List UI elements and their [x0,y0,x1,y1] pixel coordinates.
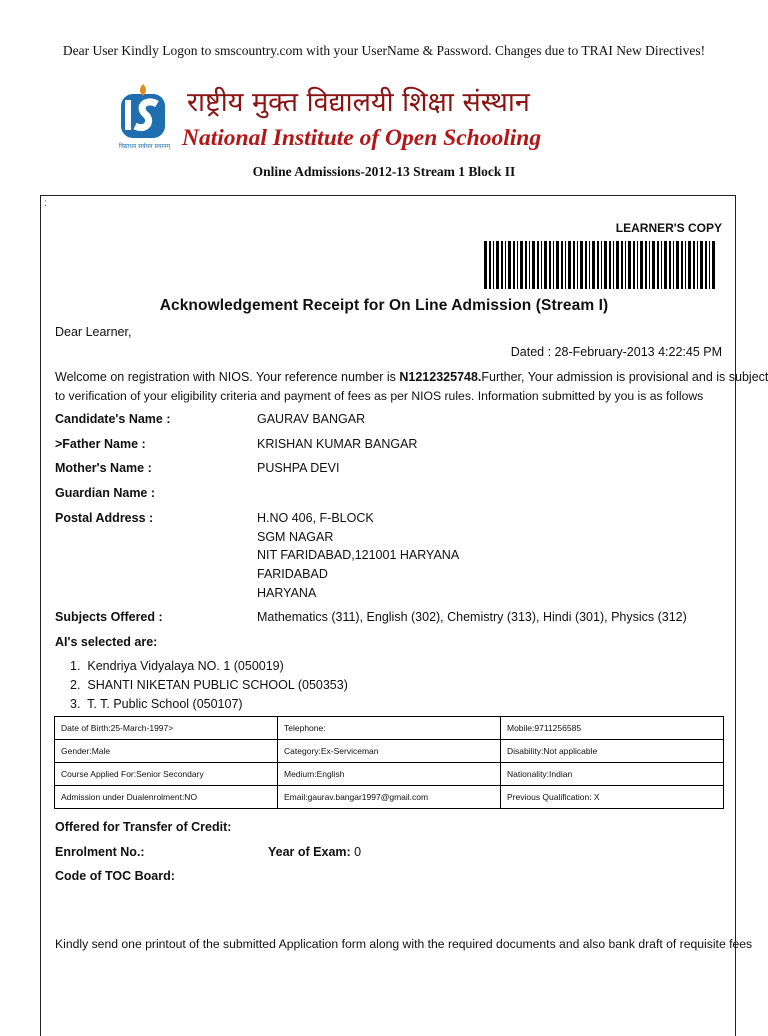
transfer-label: Offered for Transfer of Credit: [55,820,232,834]
table-cell: Telephone: [278,717,501,740]
ack-title: Acknowledgement Receipt for On Line Admission (Stream I) [159,297,609,314]
barcode-bar [625,241,626,289]
barcode-bar [697,241,698,289]
barcode-bar [705,241,707,289]
table-cell: Date of Birth:25-March-1997> [55,717,278,740]
table-cell: Mobile:9711256585 [501,717,724,740]
year-of-exam [268,845,361,859]
hindi-title: राष्ट्रीय मुक्त विद्यालयी शिक्षा संस्थान [187,87,530,118]
barcode-bar [709,241,710,289]
barcode-bar [616,241,619,289]
subjects-label: Subjects Offered : [55,610,163,624]
barcode-bar [508,241,511,289]
svg-text:विद्याधन सर्वधन प्रधानम्: विद्याधन सर्वधन प्रधानम् [119,143,171,150]
barcode-bar [649,241,650,289]
barcode-bar [609,241,611,289]
ai-label: AI's selected are: [55,635,158,649]
table-row [55,763,724,786]
greeting: Dear Learner, [55,325,132,339]
reference-number: N1212325748. [399,370,482,384]
barcode-bar [685,241,686,289]
barcode-icon [484,241,719,289]
top-notice: Dear User Kindly Logon to smscountry.com with your UserName & Password. Changes due to TRAI New Directives! [62,43,706,58]
barcode-bar [532,241,535,289]
dated: Dated : 28-February-2013 4:22:45 PM [510,345,722,359]
barcode-bar [513,241,515,289]
address-line: NIT FARIDABAD,121001 HARYANA [257,548,460,562]
address-line: SGM NAGAR [257,530,334,544]
barcode-bar [505,241,506,289]
table-row [55,786,724,809]
barcode-bar [645,241,647,289]
barcode-bar [484,241,487,289]
table-cell: Previous Qualification: X [501,786,724,809]
barcode-bar [568,241,571,289]
address-label: Postal Address : [55,511,154,525]
barcode-bar [501,241,503,289]
welcome-line-2: to verification of your eligibility criteria and payment of fees as per NIOS rules. Information submitted by you is as follows [55,389,704,403]
barcode-bar [640,241,643,289]
english-title: National Institute of Open Schooling [182,125,542,151]
ai-item-text: T. T. Public School (050107) [87,697,243,711]
table-row [55,740,724,763]
barcode-bar [688,241,691,289]
welcome-pre: Welcome on registration with NIOS. Your reference number is [55,370,400,384]
mother-value: PUSHPA DEVI [257,461,340,475]
barcode-bar [628,241,631,289]
barcode-bar [673,241,674,289]
address-line: FARIDABAD [257,567,328,581]
admission-subtitle: Online Admissions-2012-13 Stream 1 Block II [252,164,516,179]
year-value: 0 [354,845,362,859]
table-cell: Email:gaurav.bangar1997@gmail.com [278,786,501,809]
barcode-bar [565,241,566,289]
table-cell: Disability:Not applicable [501,740,724,763]
welcome-post: Further, Your admission is provisional and is subject [481,370,768,384]
barcode-bar [676,241,679,289]
address-line: HARYANA [257,586,317,600]
barcode-bar [525,241,527,289]
barcode-bar [549,241,551,289]
enrolment-label: Enrolment No.: [55,845,145,859]
table-cell: Course Applied For:Senior Secondary [55,763,278,786]
barcode-bar [580,241,583,289]
barcode-bar [657,241,659,289]
footer-instruction: Kindly send one printout of the submitted Application form along with the required documents and also bank draft of requisite fees [55,937,753,951]
guardian-label: Guardian Name : [55,486,156,500]
ai-item-text: Kendriya Vidyalaya NO. 1 (050019) [87,659,284,673]
barcode-bar [537,241,539,289]
nios-header [117,78,647,158]
barcode-bar [604,241,607,289]
barcode-bar [637,241,638,289]
barcode-bar [556,241,559,289]
barcode-bar [520,241,523,289]
barcode-bar [585,241,587,289]
ai-list-item: 1. Kendriya Vidyalaya NO. 1 (050019) [70,659,284,673]
table-cell: Category:Ex-Serviceman [278,740,501,763]
barcode-bar [621,241,623,289]
barcode-bar [589,241,590,289]
border-mark: : [44,198,47,209]
table-cell: Admission under Dualenrolment:NO [55,786,278,809]
barcode-bar [681,241,683,289]
barcode-bar [553,241,554,289]
barcode-bar [493,241,494,289]
barcode-bar [544,241,547,289]
barcode-bar [664,241,667,289]
barcode-bar [517,241,518,289]
barcode-bar [633,241,635,289]
welcome-line-1 [55,370,768,384]
barcode-bar [652,241,655,289]
barcode-bar [597,241,599,289]
barcode-bar [601,241,602,289]
table-cell: Gender:Male [55,740,278,763]
table-row [55,717,724,740]
barcode-bar [561,241,563,289]
barcode-bar [693,241,695,289]
candidate-value: GAURAV BANGAR [257,412,366,426]
candidate-label: Candidate's Name : [55,412,171,426]
subjects-value: Mathematics (311), English (302), Chemistry (313), Hindi (301), Physics (312) [257,610,687,624]
table-cell: Nationality:Indian [501,763,724,786]
year-label: Year of Exam: [268,845,351,859]
barcode-bar [489,241,491,289]
barcode-bar [613,241,614,289]
toc-label: Code of TOC Board: [55,869,175,883]
father-value: KRISHAN KUMAR BANGAR [257,437,418,451]
barcode-bar [496,241,499,289]
barcode-bar [541,241,542,289]
ai-item-text: SHANTI NIKETAN PUBLIC SCHOOL (050353) [87,678,348,692]
barcode-bar [577,241,578,289]
learners-copy-label: LEARNER'S COPY [615,221,722,235]
barcode-bar [669,241,671,289]
table-cell: Medium:English [278,763,501,786]
barcode-bar [712,241,715,289]
barcode-bar [661,241,662,289]
barcode-bar [573,241,575,289]
barcode-bar [592,241,595,289]
barcode-bar [700,241,703,289]
father-label: >Father Name : [55,437,146,451]
ai-list-item: 2. SHANTI NIKETAN PUBLIC SCHOOL (050353) [70,678,348,692]
nios-logo-icon [117,78,177,152]
barcode-bar [529,241,530,289]
address-line: H.NO 406, F-BLOCK [257,511,374,525]
details-table [54,716,724,809]
ai-list-item: 3. T. T. Public School (050107) [70,697,243,711]
mother-label: Mother's Name : [55,461,152,475]
